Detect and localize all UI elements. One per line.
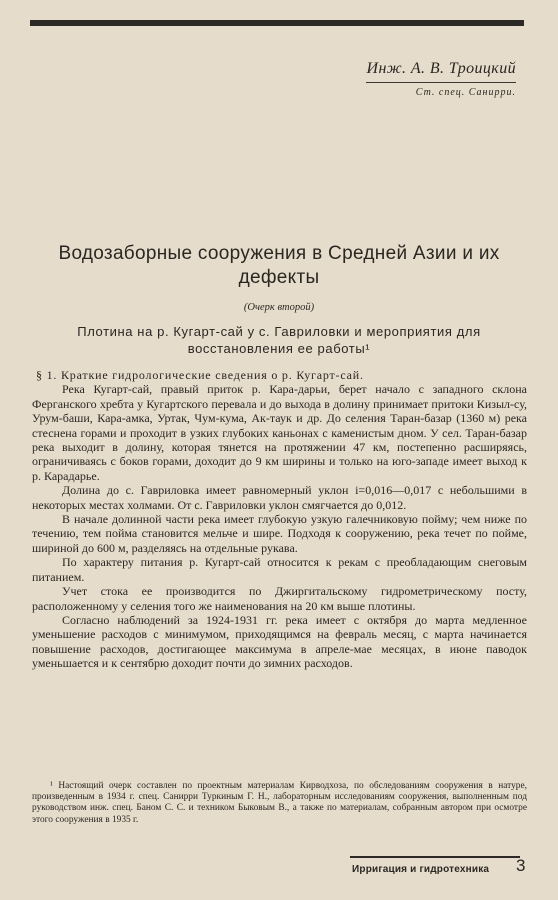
- page-number: 3: [516, 856, 526, 875]
- paragraph: В начале долинной части река имеет глубокую узкую галечниковую пойму; чем ниже по течению, тем пойма становится мельче и шире. Подходя к сооружению, река течет по пойме, шириной до 600 м, разделяясь на отдельные рукава.: [32, 512, 527, 555]
- paragraph: По характеру питания р. Кугарт-сай относится к рекам с преобладающим снеговым питанием.: [32, 555, 527, 584]
- paragraph: Учет стока ее производится по Джиргитальскому гидрометрическому посту, расположенному у селения того же наименования на 20 км выше плотины.: [32, 584, 527, 613]
- article-title: Водозаборные сооружения в Средней Азии и их дефекты: [58, 243, 500, 288]
- author-affiliation: Ст. спец. Санирри.: [366, 82, 516, 98]
- section-heading: § 1. Краткие гидрологические сведения о р. Кугарт-сай.: [36, 368, 364, 382]
- author-block: [366, 60, 516, 98]
- article-subtitle: Плотина на р. Кугарт-сай у с. Гавриловки и мероприятия для восстановления ее работы¹: [77, 324, 481, 356]
- paragraph: Согласно наблюдений за 1924-1931 гг. река имеет с октября до марта медленное уменьшение расходов с минимумом, приходящимся на февраль месяц, с марта начинается повышение расходов, достигающее максимума в апреле-мае месяцах, в июне паводок уменьшается и к сентябрю доходит почти до зимних расходов.: [32, 612, 527, 671]
- author-name: Инж. А. В. Троицкий: [366, 60, 516, 77]
- journal-name: Ирригация и гидротехника: [352, 864, 490, 875]
- paragraph: Долина до с. Гавриловка имеет равномерный уклон i=0,016—0,017 с небольшими в некоторых местах холмами. От с. Гавриловки уклон смягчается до 0,012.: [32, 483, 527, 512]
- footer-rule: [350, 856, 520, 858]
- footnote: ¹ Настоящий очерк составлен по проектным материалам Кирводхоза, по обследованиям сооружения в натуре, произведенным в 1934 г. спец. Санирри Туркиным Г. Н., лабораторным исследованиям сооружения, выполненным под руководством инж. спец. Баном С. С. и техником Быковым В., а также по материалам, собранным автором при осмотре этого сооружения в 1935 г.: [32, 781, 527, 825]
- paragraph: Река Кугарт-сай, правый приток р. Кара-дарьи, берет начало с западного склона Ферганского хребта у Кугартского перевала и до выхода в долину принимает притоки Кизыл-су, Урум-баши, Кара-амка, Уртак, Чум-кума, Ак-таук и др. До селения Таран-базар (1360 м) река стеснена горами и проходит в узких глубоких каньонах с каменистым дном. У сел. Таран-базар река выходит в долину, которая тянется на протяжении 47 км, постепенно расширяясь, ограничиваясь с боков горами, доходит до 9 км ширины и только на юго-западе имеет выход к р. Карадарье.: [32, 382, 527, 483]
- series-note: (Очерк второй): [243, 302, 315, 313]
- top-rule: [30, 20, 524, 26]
- article-body: [32, 368, 527, 671]
